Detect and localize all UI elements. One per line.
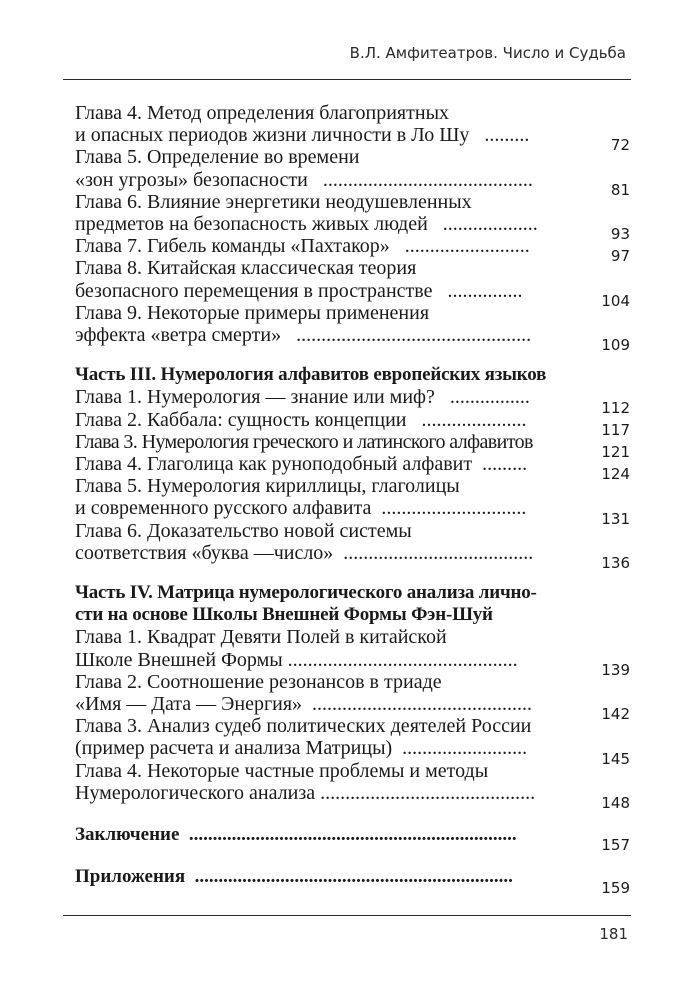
toc-entry — [75, 408, 630, 439]
toc-page-number: 93 — [610, 225, 630, 244]
page-number: 181 — [599, 925, 628, 943]
toc-entry-text: Глава 2. Каббала: сущность концепции ..................... — [75, 408, 527, 431]
toc-page-number: 124 — [601, 465, 630, 484]
toc-entry-text: Глава 9. Некоторые примеры применения эффекта «ветра смерти» ............................................... — [75, 301, 532, 347]
toc-entry — [75, 257, 630, 310]
toc-page-number: 145 — [601, 749, 630, 768]
toc-entry — [75, 190, 630, 244]
part-title: Часть III. Нумерология алфавитов европейских языков — [75, 364, 547, 386]
toc-entry — [75, 715, 630, 768]
toc-page-number: 157 — [601, 836, 630, 855]
footer-rule — [63, 915, 631, 916]
toc-entry-conclusion — [75, 824, 630, 855]
toc-entry-text: Глава 5. Нумерология кириллицы, глаголицы и современного русского алфавита ............................. — [75, 475, 527, 520]
toc-entry-text: Глава 4. Глаголица как руноподобный алфавит ......... — [75, 453, 528, 476]
toc-entry-text: Глава 4. Некоторые частные проблемы и методы Нумерологического анализа ........................................... — [75, 759, 536, 804]
toc-page-number: 117 — [601, 420, 630, 439]
toc-entry — [75, 475, 630, 528]
header-rule — [63, 79, 631, 80]
toc-entry-text: Приложения ................................................................... — [75, 866, 513, 888]
toc-entry — [75, 146, 630, 199]
toc-entry — [75, 386, 630, 417]
running-header: В.Л. Амфитеатров. Число и Судьба — [349, 44, 626, 62]
toc-entry — [75, 102, 630, 155]
toc-entry-text: Глава 6. Влияние энергетики неодушевленных предметов на безопасность живых людей ................... — [75, 190, 538, 236]
table-of-contents — [75, 102, 630, 897]
toc-entry-text: Глава 3. Нумерология греческого и латинского алфавитов — [75, 430, 533, 453]
toc-entry-text: Глава 2. Соотношение резонансов в триаде «Имя — Дата — Энергия» ............................................ — [75, 670, 533, 716]
toc-entry — [75, 519, 630, 573]
toc-entry-text: Глава 1. Нумерология — знание или миф? ................ — [75, 386, 530, 409]
toc-page-number: 81 — [610, 180, 630, 199]
toc-page-number: 72 — [610, 136, 630, 155]
toc-entry — [75, 670, 630, 724]
toc-entry-text: Заключение ..................................................................... — [75, 824, 517, 846]
toc-entry-text: Глава 1. Квадрат Девяти Полей в китайской Школе Внешней Формы .............................................. — [75, 626, 518, 671]
toc-entry-text: Глава 8. Китайская классическая теория безопасного перемещения в пространстве ............... — [75, 257, 523, 302]
toc-entry — [75, 301, 630, 355]
toc-page-number: 109 — [601, 336, 630, 355]
part-title: Часть IV. Матрица нумерологического анализа лично- сти на основе Школы Внешней Формы Фэн-Шуй — [75, 582, 537, 626]
toc-entry-text: Глава 3. Анализ судеб политических деятелей России (пример расчета и анализа Матрицы) ......................... — [75, 715, 532, 760]
toc-page-number: 148 — [601, 794, 630, 813]
toc-page-number: 121 — [601, 443, 630, 462]
toc-page-number: 112 — [601, 398, 630, 417]
toc-page-number: 139 — [601, 660, 630, 679]
toc-entry — [75, 235, 630, 266]
toc-entry — [75, 759, 630, 813]
toc-page-number: 104 — [601, 291, 630, 310]
toc-entry-text: Глава 6. Доказательство новой системы соответствия «буква —число» ...................................... — [75, 519, 534, 564]
toc-page-number: 136 — [601, 554, 630, 573]
toc-entry-text: Глава 5. Определение во времени «зон угрозы» безопасности .......................................... — [75, 146, 533, 191]
toc-entry — [75, 430, 630, 462]
toc-entry-text: Глава 4. Метод определения благоприятных и опасных периодов жизни личности в Ло Шу ......... — [75, 102, 530, 147]
toc-page-number: 97 — [610, 247, 630, 266]
toc-entry-text: Глава 7. Гибель команды «Пахтакор» ......................... — [75, 235, 530, 258]
toc-entry-appendices — [75, 866, 630, 897]
toc-entry — [75, 453, 630, 484]
toc-page-number: 142 — [601, 705, 630, 724]
toc-entry — [75, 626, 630, 679]
toc-page-number: 131 — [601, 509, 630, 528]
toc-page-number: 159 — [601, 878, 630, 897]
